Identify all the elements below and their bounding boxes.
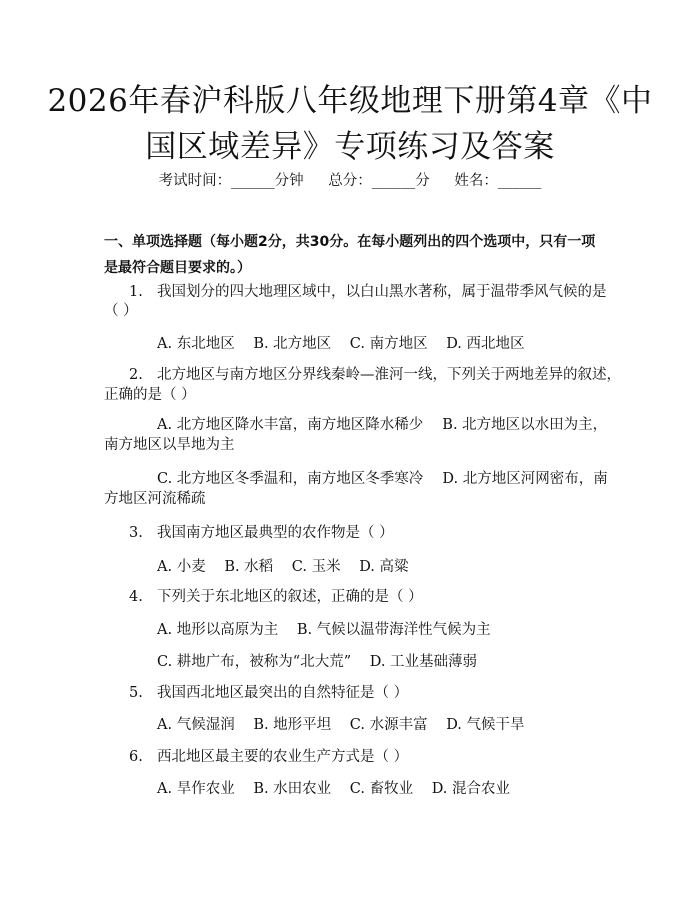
question-number: 3. <box>129 525 143 541</box>
question-4-stem <box>129 584 423 610</box>
exam-name: 姓名：______ <box>454 173 542 189</box>
question-2-option-cd-cont: 方地区河流稀疏 <box>104 491 206 507</box>
option-b: B. 水稻 <box>224 559 274 575</box>
option-c: C. 水源丰富 <box>349 717 428 733</box>
option-d: D. 工业基础薄弱 <box>369 654 478 670</box>
question-text: 我国西北地区最突出的自然特征是（ ） <box>157 685 409 701</box>
question-3-options <box>157 555 423 576</box>
option-c: C. 耕地广布，被称为“北大荒” <box>157 654 352 670</box>
question-3-stem <box>129 520 394 546</box>
question-5-stem <box>129 680 408 706</box>
question-2-option-cd: C. 北方地区冬季温和，南方地区冬季寒冷 D. 北方地区河网密布，南 <box>157 471 608 487</box>
question-text: 下列关于东北地区的叙述，正确的是（ ） <box>157 589 423 605</box>
question-2-stem <box>129 362 621 388</box>
question-4-options-row-1 <box>157 618 505 639</box>
question-text: 西北地区最主要的农业生产方式是（ ） <box>157 749 409 765</box>
title-line-2: 国区域差异》专项练习及答案 <box>145 129 555 165</box>
question-2-option-ab: A. 北方地区降水丰富，南方地区降水稀少 B. 北方地区以水田为主， <box>157 417 608 433</box>
option-c: C. 南方地区 <box>349 336 428 352</box>
question-text: 北方地区与南方地区分界线秦岭—淮河一线，下列关于两地差异的叙述， <box>157 367 621 383</box>
option-b: B. 水田农业 <box>253 781 332 797</box>
page-title <box>40 78 660 170</box>
option-b: B. 气候以温带海洋性气候为主 <box>296 622 491 638</box>
question-1-options <box>157 332 539 353</box>
option-d: D. 西北地区 <box>446 336 525 352</box>
section-heading <box>104 229 604 281</box>
question-1-stem <box>129 279 607 305</box>
question-5-options <box>157 713 539 734</box>
option-d: D. 气候干旱 <box>446 717 525 733</box>
option-a: A. 旱作农业 <box>157 781 235 797</box>
question-text: 我国南方地区最典型的农作物是（ ） <box>157 525 394 541</box>
option-a: A. 地形以高原为主 <box>157 622 279 638</box>
title-line-1: 2026年春沪科版八年级地理下册第4章《中 <box>47 83 653 119</box>
exam-score: 总分：______分 <box>328 173 430 189</box>
question-number: 1. <box>129 284 143 300</box>
option-c: C. 畜牧业 <box>349 781 414 797</box>
section-heading-line-2: 是最符合题目要求的。） <box>104 260 251 276</box>
option-c: C. 玉米 <box>291 559 341 575</box>
option-b: B. 地形平坦 <box>253 717 332 733</box>
option-a: A. 气候湿润 <box>157 717 235 733</box>
question-6-stem <box>129 744 408 770</box>
question-text: 我国划分的四大地理区域中，以白山黑水著称，属于温带季风气候的是 <box>157 284 607 300</box>
question-number: 6. <box>129 749 143 765</box>
question-4-options-row-2 <box>157 650 491 671</box>
exam-meta <box>0 169 700 190</box>
option-d: D. 高粱 <box>359 559 409 575</box>
question-number: 2. <box>129 367 143 383</box>
option-a: A. 东北地区 <box>157 336 235 352</box>
question-number: 5. <box>129 685 143 701</box>
option-d: D. 混合农业 <box>431 781 511 797</box>
question-number: 4. <box>129 589 143 605</box>
question-1-stem-line-2: （ ） <box>104 303 138 319</box>
question-6-options <box>157 777 524 798</box>
section-heading-line-1: 一、单项选择题（每小题2分，共30分。在每小题列出的四个选项中，只有一项 <box>104 234 596 250</box>
option-a: A. 小麦 <box>157 559 206 575</box>
question-2-option-ab-cont: 南方地区以旱地为主 <box>104 437 235 453</box>
exam-time: 考试时间：______分钟 <box>158 173 304 189</box>
option-b: B. 北方地区 <box>253 336 332 352</box>
question-2-stem-line-2: 正确的是（ ） <box>104 387 196 403</box>
